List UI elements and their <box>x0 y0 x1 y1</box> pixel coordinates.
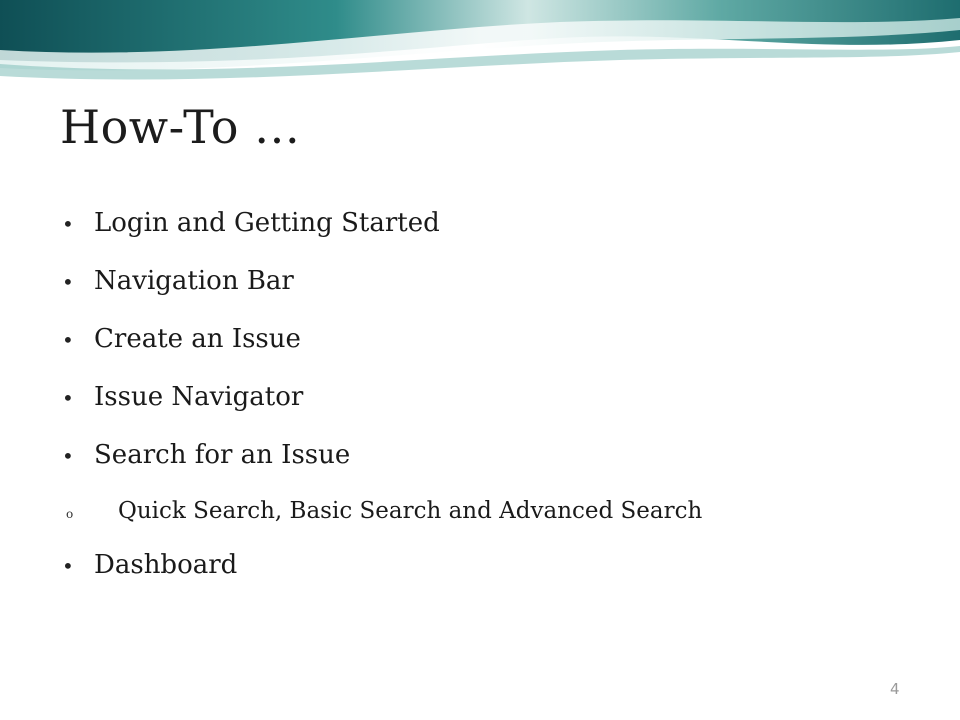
page-number: 4 <box>890 680 900 698</box>
bullet-icon: • <box>62 212 74 236</box>
list-item <box>62 382 702 440</box>
list-item-label: Issue Navigator <box>94 382 304 412</box>
list-item-label: Navigation Bar <box>94 266 294 296</box>
list-item-label: Login and Getting Started <box>94 208 440 238</box>
slide-title: How-To … <box>60 100 301 154</box>
list-item-label: Search for an Issue <box>94 440 351 470</box>
list-item-label: Create an Issue <box>94 324 301 354</box>
bullet-icon: • <box>62 554 74 578</box>
sub-list-item-label: Quick Search, Basic Search and Advanced Search <box>118 498 703 524</box>
bullet-icon: • <box>62 386 74 410</box>
bullet-icon: • <box>62 444 74 468</box>
header-wave-graphic <box>0 0 960 90</box>
list-item <box>62 440 702 498</box>
list-item <box>62 550 702 608</box>
list-item <box>62 208 702 266</box>
list-item <box>62 324 702 382</box>
sub-bullet-marker: o <box>66 507 74 521</box>
sub-list-item <box>62 498 702 550</box>
bullet-icon: • <box>62 270 74 294</box>
list-item-label: Dashboard <box>94 550 238 580</box>
list-item <box>62 266 702 324</box>
bullet-list <box>62 208 702 608</box>
bullet-icon: • <box>62 328 74 352</box>
